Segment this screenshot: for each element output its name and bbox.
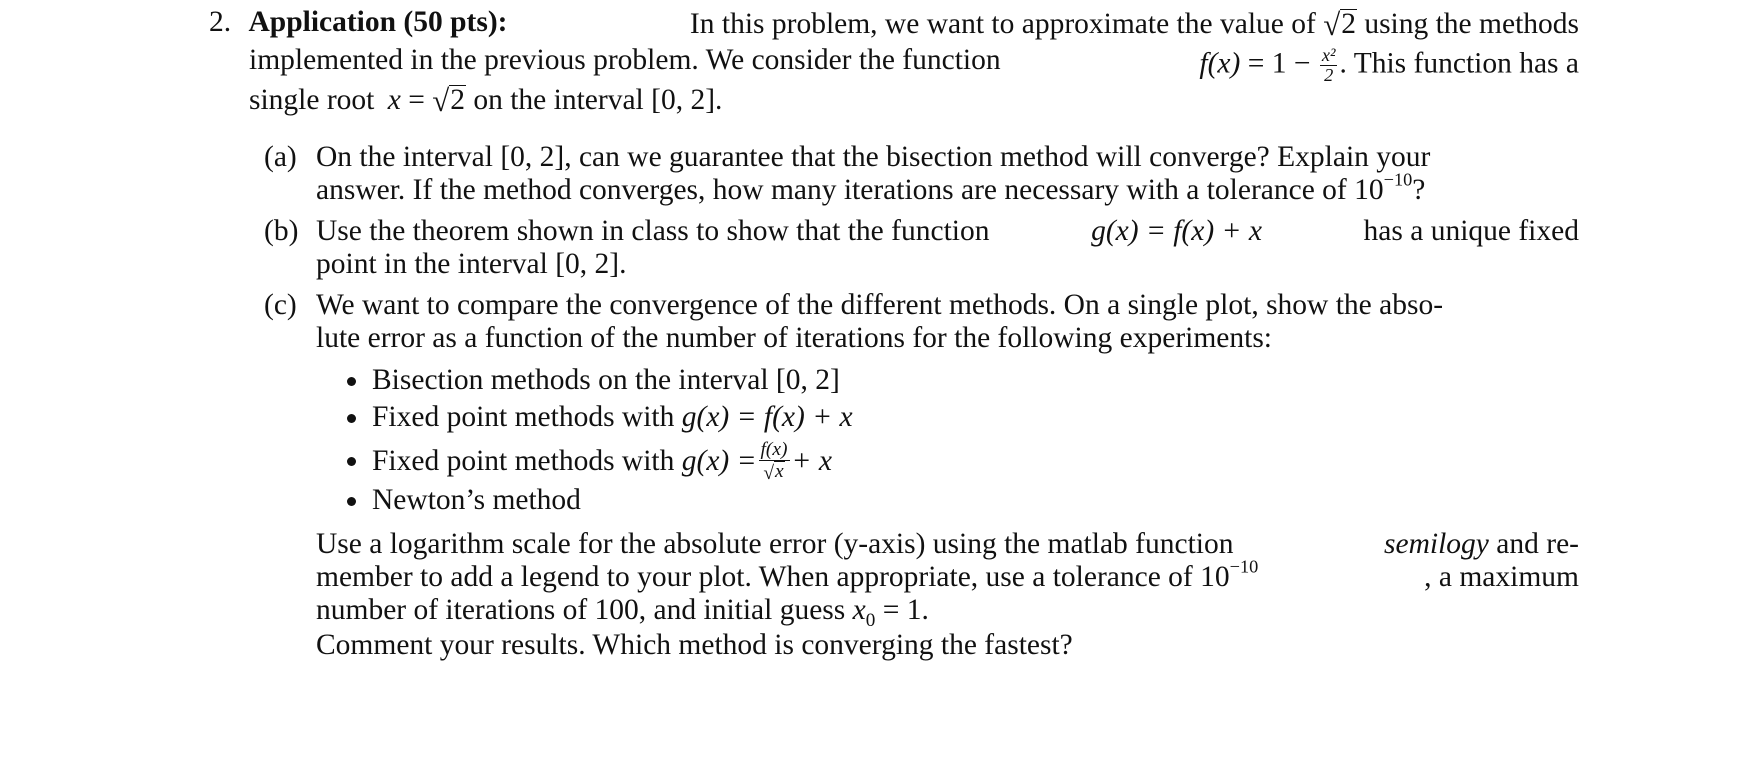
part-c-label: (c)	[264, 289, 297, 321]
intro-text-3b: on the interval [0, 2].	[473, 84, 723, 116]
part-a-line-1: On the interval [0, 2], can we guarantee that the bisection method will converge? Explain your	[316, 141, 1431, 173]
intro-text-2a: implemented in the previous problem. We consider the function	[249, 44, 1001, 76]
root-equals: =	[408, 84, 425, 116]
fraction-fx-over-sqrtx: $\frac{f(x)}{√x}$	[760, 439, 788, 485]
bullet-dot	[347, 377, 356, 386]
part-c-line-2: lute error as a function of the number of iterations for the following experiments:	[316, 322, 1272, 354]
instructions-line-3: number of iterations of 100, and initial guess $x_0 = 1$.	[316, 594, 929, 631]
instructions-line-2: member to add a legend to your plot. When appropriate, use a tolerance of $10^{-10}$ , a maximum	[316, 556, 1579, 593]
problem-number: 2.	[209, 6, 232, 38]
intro-text-2b: . This function has a	[1339, 47, 1579, 80]
part-b-line-2: point in the interval [0, 2].	[316, 248, 627, 280]
bullet-fixed-point-1: Fixed point methods with g(x) = f(x) + x	[372, 401, 853, 433]
semilogy-term: semilogy	[1384, 528, 1489, 560]
fraction-x2-over-2: $\frac{\text{x²}}{2}$	[1321, 45, 1336, 86]
problem-line-3	[249, 84, 722, 116]
root-variable: x	[387, 84, 401, 116]
sqrt-expression: √2	[1323, 7, 1356, 42]
part-a-label: (a)	[264, 141, 297, 173]
bullet-dot	[347, 497, 356, 506]
function-rhs: = 1 −	[1247, 47, 1311, 80]
exponent-minus-10: −10	[1383, 169, 1413, 190]
g-equals-f-plus-x: g(x) = f(x) + x	[1091, 215, 1262, 247]
problem-line-1	[209, 8, 1579, 40]
bullet-newton: Newton’s method	[372, 484, 581, 516]
bullet-fixed-point-2: Fixed point methods with g(x) = $\frac{f(x)}{√x}$ + x	[372, 439, 832, 485]
bullet-dot	[347, 414, 356, 423]
bullet-dot	[347, 457, 356, 466]
root-sqrt: √2	[432, 83, 465, 118]
intro-text-1a: In this problem, we want to approximate the value of	[689, 8, 1316, 40]
part-c-line-1: We want to compare the convergence of the different methods. On a single plot, show the abso-	[316, 289, 1444, 321]
problem-title: Application (50 pts):	[248, 6, 508, 38]
intro-text-3a: single root	[249, 84, 375, 116]
instructions-line-1: Use a logarithm scale for the absolute error (y-axis) using the matlab function semilogy and re-	[316, 528, 1579, 560]
function-lhs: f(x)	[1199, 47, 1241, 80]
closing-question: Comment your results. Which method is converging the fastest?	[316, 629, 1073, 661]
part-b-label: (b)	[264, 215, 299, 247]
part-a-line-2: answer. If the method converges, how many iterations are necessary with a tolerance of $10^{-10}$?	[316, 169, 1426, 206]
problem-line-2	[249, 46, 1579, 85]
bullet-bisection: Bisection methods on the interval [0, 2]	[372, 364, 840, 396]
part-b-line-1: Use the theorem shown in class to show that the function g(x) = f(x) + x has a unique fixed	[316, 215, 1579, 247]
intro-text-1b: using the methods	[1364, 8, 1579, 40]
